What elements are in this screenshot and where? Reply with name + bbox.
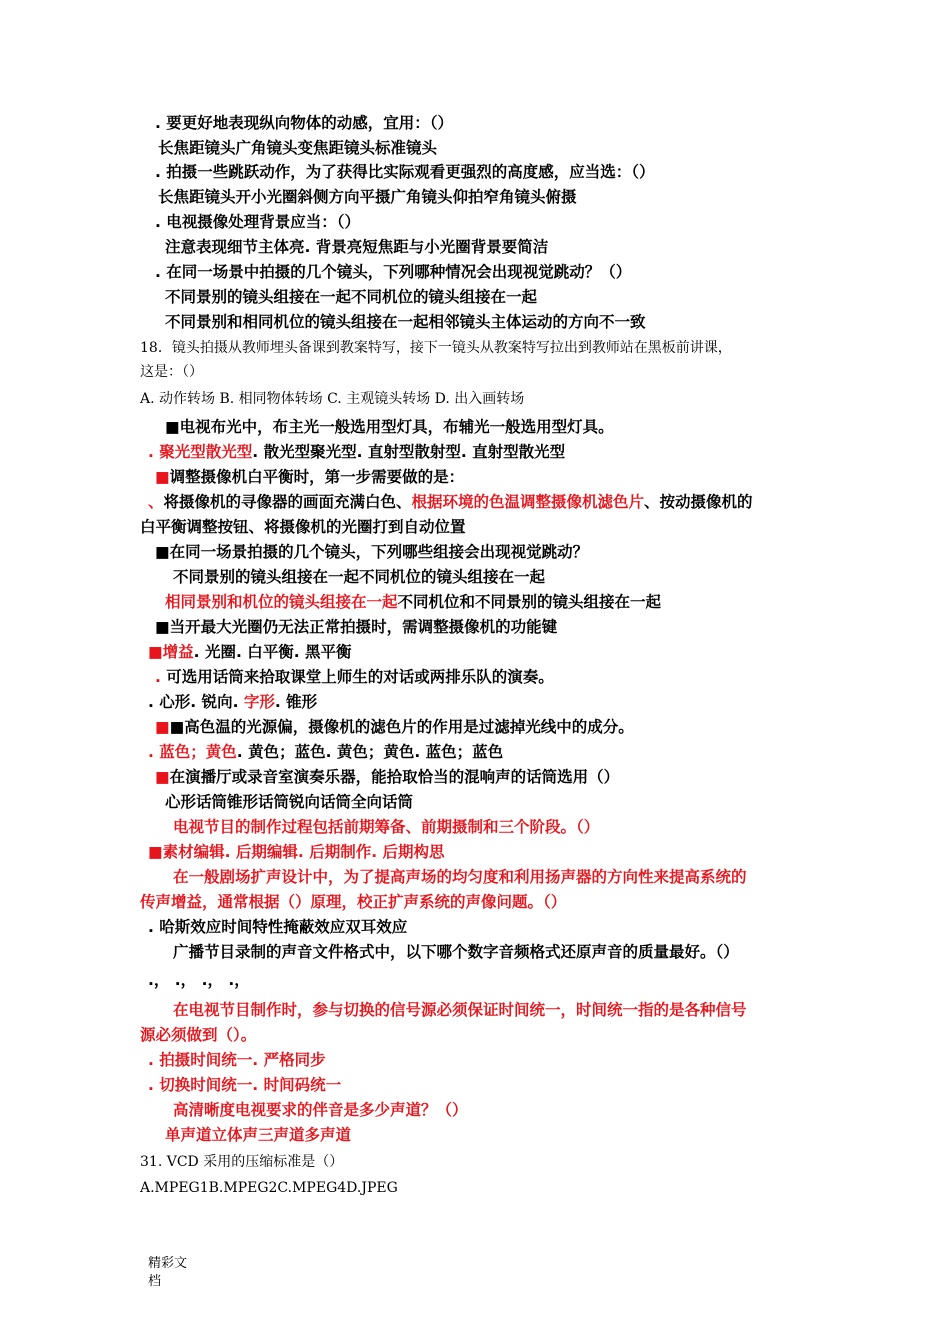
text-segment: . 拍摄一些跳跃动作，为了获得比实际观看更强烈的高度感，应当选：（） <box>155 163 655 181</box>
answer-highlight: 、 <box>148 493 164 511</box>
page-footer <box>148 1255 198 1291</box>
text-line <box>148 442 565 462</box>
answer-highlight: 相同景别和机位的镜头组接在一起 <box>165 593 398 611</box>
answer-highlight: 在一般剧场扩声设计中，为了提高声场的均匀度和利用扬声器的方向性来提高系统的 <box>173 868 747 886</box>
text-line <box>165 592 661 612</box>
text-segment: A. 动作转场 B. 相同物体转场 C. 主观镜头转场 D. 出入画转场 <box>140 391 525 407</box>
text-line <box>155 212 360 232</box>
text-line <box>140 1178 398 1198</box>
answer-highlight: 电视节目的制作过程包括前期筹备、前期摄制和三个阶段。（） <box>173 818 600 836</box>
text-line <box>155 667 554 687</box>
answer-highlight: . 蓝色；黄色 <box>148 743 237 761</box>
text-line <box>148 1075 341 1095</box>
text-line <box>140 517 466 537</box>
text-line <box>148 692 317 712</box>
text-segment: 长焦距镜头开小光圈斜侧方向平摄广角镜头仰拍窄角镜头俯摄 <box>158 188 577 206</box>
answer-highlight: . 聚光型散光型 <box>148 443 253 461</box>
text-line <box>173 567 545 587</box>
answer-highlight: 源必须做到（）。 <box>140 1026 257 1044</box>
text-line <box>165 417 614 437</box>
answer-highlight: . 拍摄时间统一. 严格同步 <box>148 1051 326 1069</box>
text-segment: 不同机位和不同景别的镜头组接在一起 <box>397 593 662 611</box>
answer-highlight: ■ <box>155 718 170 736</box>
text-line <box>155 467 464 487</box>
text-segment: A.MPEG1B.MPEG2C.MPEG4D.JPEG <box>140 1180 398 1196</box>
answer-highlight: . <box>155 668 161 686</box>
text-segment: ■电视布光中，布主光一般选用型灯具，布辅光一般选用型灯具。 <box>165 418 614 436</box>
text-segment: 将摄像机的寻像器的画面充满白色、 <box>163 493 412 511</box>
text-line <box>173 817 599 837</box>
text-line <box>165 1125 351 1145</box>
text-line <box>155 113 453 133</box>
text-line <box>148 917 407 937</box>
text-line <box>148 842 445 862</box>
text-segment: . 在同一场景中拍摄的几个镜头，下列哪种情况会出现视觉跳动？（） <box>155 263 632 281</box>
text-segment: 长焦距镜头广角镜头变焦距镜头标准镜头 <box>158 139 438 157</box>
text-segment: . 电视摄像处理背景应当：（） <box>155 213 361 231</box>
text-segment: . 心形. 锐向. <box>148 693 244 711</box>
answer-highlight: ■ <box>155 468 170 486</box>
text-line <box>148 642 352 662</box>
text-line <box>173 942 739 962</box>
answer-highlight: ■ <box>155 768 170 786</box>
answer-highlight: 高清晰度电视要求的伴音是多少声道？（） <box>173 1101 468 1119</box>
answer-highlight: 根据环境的色温调整摄像机滤色片 <box>411 493 645 511</box>
answer-highlight: ■素材编辑. 后期编辑. 后期制作. 后期构思 <box>148 843 445 861</box>
answer-highlight: 单声道立体声三声道多声道 <box>165 1126 352 1144</box>
text-line <box>140 362 203 382</box>
answer-highlight: ■增益 <box>148 643 194 661</box>
text-line <box>140 1025 256 1045</box>
text-line <box>173 1000 747 1020</box>
text-segment: 不同景别的镜头组接在一起不同机位的镜头组接在一起 <box>173 568 546 586</box>
answer-highlight: 字形 <box>243 693 275 711</box>
text-line <box>165 792 413 812</box>
text-line <box>158 138 437 158</box>
text-line <box>158 187 577 207</box>
answer-highlight: 在电视节目制作时，参与切换的信号源必须保证时间统一，时间统一指的是各种信号 <box>173 1001 747 1019</box>
text-segment: ■高色温的光源偏，摄像机的滤色片的作用是过滤掉光线中的成分。 <box>169 718 634 736</box>
text-segment: 不同景别的镜头组接在一起不同机位的镜头组接在一起 <box>165 288 538 306</box>
text-line <box>173 1100 468 1120</box>
text-line <box>155 717 634 737</box>
text-line <box>148 970 250 990</box>
text-segment: . 黄色；蓝色. 黄色；黄色. 蓝色；蓝色 <box>236 743 504 761</box>
text-segment: . 散光型聚光型. 直射型散射型. 直射型散光型 <box>252 443 566 461</box>
text-line <box>155 617 557 637</box>
text-line <box>155 542 588 562</box>
text-line <box>140 389 524 409</box>
text-segment: 调整摄像机白平衡时，第一步需要做的是： <box>169 468 465 486</box>
text-line <box>140 892 566 912</box>
text-line <box>148 1050 326 1070</box>
text-segment: 18．镜头拍摄从教师埋头备课到教案特写，接下一镜头从教案特写拉出到教师站在黑板前讲课， <box>140 340 732 356</box>
answer-highlight: 传声增益，通常根据（）原理，校正扩声系统的声像问题。（） <box>140 893 567 911</box>
text-segment: 不同景别和相同机位的镜头组接在一起相邻镜头主体运动的方向不一致 <box>165 313 646 331</box>
footer-line-2: 档 <box>148 1274 162 1289</box>
text-segment: .， .， .， .， <box>148 971 250 989</box>
text-segment: 在演播厅或录音室演奏乐器，能拾取恰当的混响声的话筒选用（） <box>169 768 620 786</box>
text-segment: 可选用话筒来拾取课堂上师生的对话或两排乐队的演奏。 <box>160 668 554 686</box>
text-line <box>165 312 646 332</box>
text-segment: 31. VCD 采用的压缩标准是（） <box>140 1154 344 1170</box>
answer-highlight: . 切换时间统一. 时间码统一 <box>148 1076 342 1094</box>
text-line <box>148 492 753 512</box>
text-segment: . 锥形 <box>274 693 318 711</box>
text-segment: . 光圈. 白平衡. 黑平衡 <box>193 643 352 661</box>
text-segment: . 哈斯效应时间特性掩蔽效应双耳效应 <box>148 918 408 936</box>
text-segment: ■当开最大光圈仍无法正常拍摄时，需调整摄像机的功能键 <box>155 618 558 636</box>
text-line <box>155 767 619 787</box>
text-segment: 注意表现细节主体亮. 背景亮短焦距与小光圈背景要简洁 <box>165 238 549 256</box>
text-line <box>140 338 732 358</box>
text-line <box>165 237 548 257</box>
text-line <box>155 262 631 282</box>
text-line <box>148 742 503 762</box>
text-line <box>165 287 537 307</box>
text-segment: 这是：（） <box>140 364 203 380</box>
text-line <box>155 162 655 182</box>
text-segment: 白平衡调整按钮、将摄像机的光圈打到自动位置 <box>140 518 466 536</box>
text-segment: 广播节目录制的声音文件格式中，以下哪个数字音频格式还原声音的质量最好。（） <box>173 943 739 961</box>
text-segment: 、按动摄像机的 <box>644 493 753 511</box>
text-line <box>173 867 747 887</box>
text-segment: ■在同一场景拍摄的几个镜头，下列哪些组接会出现视觉跳动？ <box>155 543 589 561</box>
text-segment: . 要更好地表现纵向物体的动感，宜用：（） <box>155 114 454 132</box>
text-segment: 心形话筒锥形话筒锐向话筒全向话筒 <box>165 793 414 811</box>
footer-line-1: 精彩文 <box>148 1256 188 1271</box>
text-line <box>140 1152 343 1172</box>
